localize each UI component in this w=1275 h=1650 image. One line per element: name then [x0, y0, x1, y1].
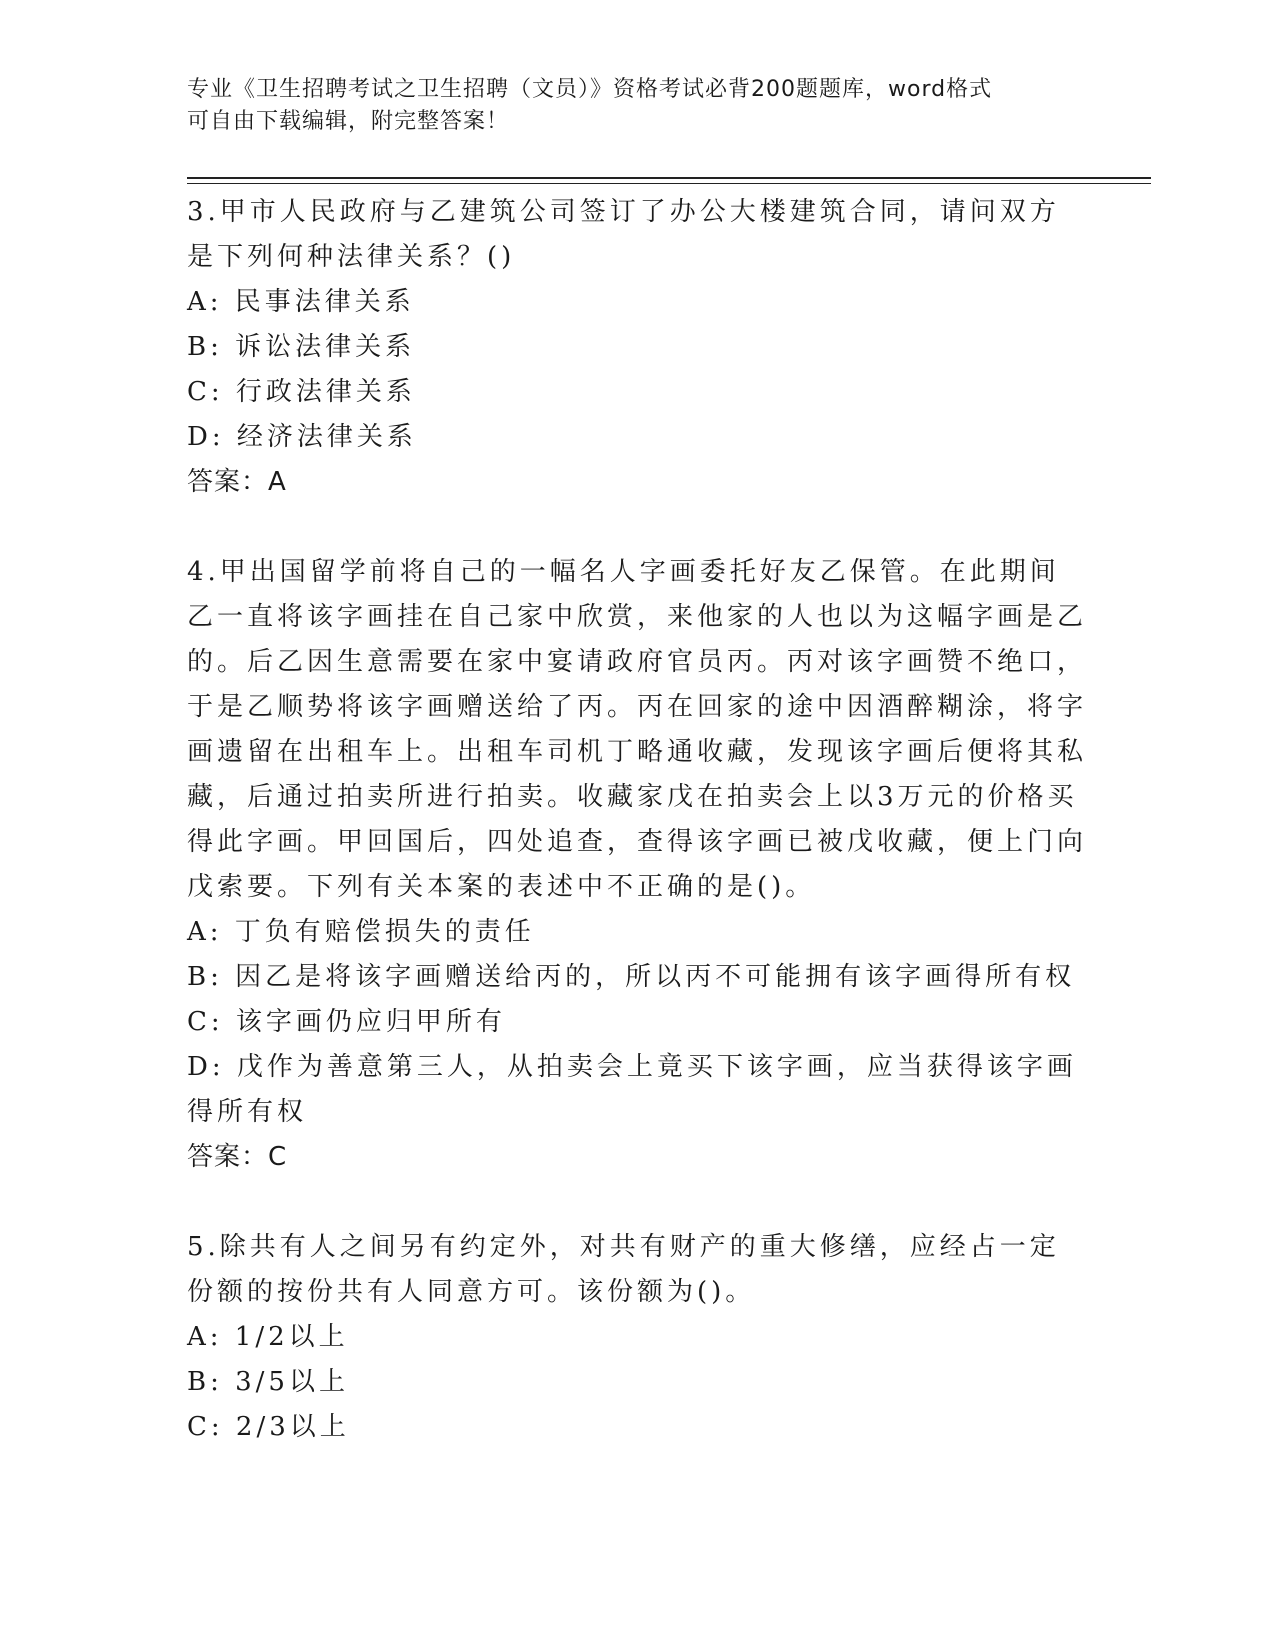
- answer: 答案：A: [187, 467, 287, 497]
- option-c: C: 该字画仍应归甲所有: [187, 1007, 506, 1037]
- option-c: C: 行政法律关系: [187, 377, 416, 407]
- question-text: 3.甲市人民政府与乙建筑公司签订了办公大楼建筑合同，请问双方是下列何种法律关系？(): [187, 197, 1060, 272]
- option-a: A: 丁负有赔偿损失的责任: [187, 917, 535, 947]
- question-spacer: [187, 1180, 1087, 1225]
- question-text: 4.甲出国留学前将自己的一幅名人字画委托好友乙保管。在此期间乙一直将该字画挂在自己家中欣赏，来他家的人也以为这幅字画是乙的。后乙因生意需要在家中宴请政府官员丙。丙对该字画赞不绝口，于是乙顺势将该字画赠送给了丙。丙在回家的途中因酒醉糊涂，将字画遗留在出租车上。出租车司机丁略通收藏，发现该字画后便将其私藏，后通过拍卖所进行拍卖。收藏家戊在拍卖会上以3万元的价格买得此字画。甲回国后，四处追查，查得该字画已被戊收藏，便上门向戊索要。下列有关本案的表述中不正确的是()。: [187, 557, 1088, 902]
- answer: 答案：C: [187, 1142, 288, 1172]
- option-d: D: 经济法律关系: [187, 422, 417, 452]
- option-b: B: 诉讼法律关系: [187, 332, 416, 362]
- header-divider-thick: [187, 177, 1151, 179]
- option-a: A: 1/2以上: [187, 1322, 349, 1352]
- header-divider-thin: [187, 183, 1151, 184]
- header-line-2: 可自由下载编辑，附完整答案！: [187, 109, 510, 134]
- document-header: [187, 74, 1087, 138]
- question-text: 5.除共有人之间另有约定外，对共有财产的重大修缮，应经占一定份额的按份共有人同意方可。该份额为()。: [187, 1232, 1060, 1307]
- header-line-1: 专业《卫生招聘考试之卫生招聘（文员）》资格考试必背200题题库，word格式: [187, 77, 993, 102]
- option-c: C: 2/3以上: [187, 1412, 350, 1442]
- question-spacer: [187, 505, 1087, 550]
- option-d: D: 戊作为善意第三人，从拍卖会上竟买下该字画，应当获得该字画得所有权: [187, 1052, 1077, 1127]
- question-3: [187, 190, 1087, 505]
- option-b: B: 因乙是将该字画赠送给丙的，所以丙不可能拥有该字画得所有权: [187, 962, 1076, 992]
- option-b: B: 3/5以上: [187, 1367, 349, 1397]
- question-4: [187, 550, 1087, 1180]
- question-list: [187, 190, 1087, 1450]
- option-a: A: 民事法律关系: [187, 287, 415, 317]
- question-5: [187, 1225, 1087, 1450]
